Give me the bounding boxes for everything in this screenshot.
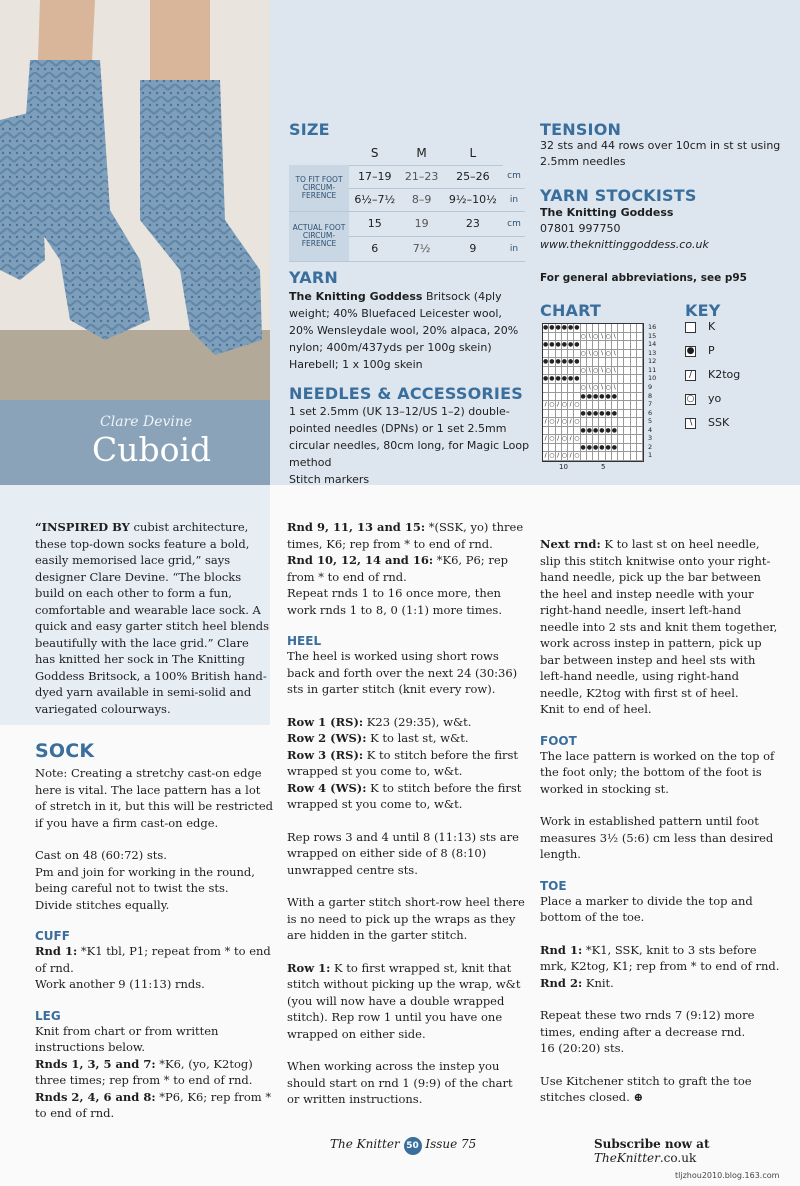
unit-in: in xyxy=(503,188,525,211)
chart-cell: ● xyxy=(580,443,586,451)
toe-graft: Use Kitchener stitch to graft the toe stitches closed. xyxy=(540,1073,752,1104)
chart-cell: ∖ xyxy=(599,366,604,374)
end-mark-icon: ⊕ xyxy=(633,1090,644,1104)
chart-cell: ∖ xyxy=(587,383,592,391)
chart-cell: ∖ xyxy=(599,332,604,340)
chart-row-number: 4 xyxy=(648,425,653,434)
sock-photo xyxy=(0,0,270,400)
chart-cell: ∖ xyxy=(587,332,592,340)
chart-cell: ○ xyxy=(593,366,599,374)
designer-name: Clare Devine xyxy=(100,414,193,430)
size-m: M xyxy=(400,142,442,165)
unit-cm: cm xyxy=(503,211,525,236)
foot-heading: FOOT xyxy=(540,733,577,748)
actual-cm-s: 15 xyxy=(349,211,400,236)
heel-next: K to last st on heel needle, slip this stitch knitwise onto your right-hand needle, pick up the bar between the heel and instep needle with your right-hand needle, insert left-hand needle into 2 sts and knit them together, work across instep in pattern, pick up bar between instep and heel sts with left-hand needle, using right-hand needle, K2tog with first st of heel. xyxy=(540,537,778,700)
chart-cell: ○ xyxy=(574,418,580,426)
leg-r10-label: Rnd 10, 12, 14 and 16: xyxy=(287,553,434,567)
chart-cell: ● xyxy=(593,443,599,451)
heel-instep: When working across the instep you should start on rnd 1 (9:9) of the chart or written instructions. xyxy=(287,1059,513,1106)
chart-cell: ∕ xyxy=(543,401,549,410)
subscribe-site[interactable]: TheKnitter xyxy=(594,1151,660,1165)
chart-cell: ● xyxy=(611,392,617,400)
chart-cell: ● xyxy=(574,341,580,349)
chart-cell: ● xyxy=(555,324,561,331)
chart-cell: ∕ xyxy=(543,452,549,461)
actual-in-l: 9 xyxy=(443,236,503,261)
chart-cell xyxy=(637,384,643,393)
key-label: P xyxy=(708,344,715,357)
chart-cell: ∕ xyxy=(543,435,549,444)
heel-knit-end: Knit to end of heel. xyxy=(540,702,652,716)
chart-cell: ● xyxy=(611,409,617,417)
leg-heading: LEG xyxy=(35,1008,61,1023)
chart-cell: ∖ xyxy=(612,366,617,374)
toe-heading: TOE xyxy=(540,878,567,893)
toe-sts: 16 (20:20) sts. xyxy=(540,1041,625,1055)
chart-cell: ∕ xyxy=(568,418,574,427)
leg-r2: *P6, K6; rep from * to end of rnd. xyxy=(35,1089,272,1120)
leg-r10: *K6, P6; rep from * to end of rnd. xyxy=(287,553,508,584)
chart-cell: ● xyxy=(561,358,567,366)
leg-r9: *(SSK, yo) three times, K6; rep from * to end of rnd. xyxy=(287,520,524,551)
chart-cell: ∖ xyxy=(612,383,617,391)
stockists-heading: YARN STOCKISTS xyxy=(540,186,697,205)
chart-cell: ● xyxy=(568,324,574,331)
chart-row-number: 11 xyxy=(648,365,657,374)
chart-cell: ● xyxy=(543,358,549,366)
chart-cell: ○ xyxy=(605,366,611,374)
heel-row1: K23 (29:35), w&t. xyxy=(363,714,472,729)
chart-col-5: 5 xyxy=(601,463,606,471)
chart-cell xyxy=(637,427,643,436)
subscribe-site-tld: .co.uk xyxy=(659,1151,697,1165)
leg-r1-label: Rnds 1, 3, 5 and 7: xyxy=(35,1056,156,1071)
chart-cell xyxy=(637,410,643,419)
chart-row-number: 13 xyxy=(648,348,657,357)
chart-cell: ● xyxy=(543,375,549,383)
chart-cell: ● xyxy=(593,392,599,400)
chart-row-number: 1 xyxy=(648,451,653,460)
chart-cell: ○ xyxy=(593,383,599,391)
chart-row-number: 12 xyxy=(648,357,657,366)
chart-row-number: 9 xyxy=(648,382,653,391)
chart-cell: ● xyxy=(599,392,605,400)
chart-cell: ● xyxy=(605,426,611,434)
sock-heading: SOCK xyxy=(35,740,95,762)
toe-rnd1-label: Rnd 1: xyxy=(540,942,583,957)
size-heading: SIZE xyxy=(289,120,330,139)
foot-in-m: 8–9 xyxy=(400,188,442,211)
key-symbol-p-icon: ● xyxy=(686,346,695,356)
chart-cell: ● xyxy=(574,375,580,383)
cuff-rnd1-label: Rnd 1: xyxy=(35,944,78,958)
heel-row3-label: Row 3 (RS): xyxy=(287,747,364,762)
title-band xyxy=(0,400,270,485)
chart-cell: ● xyxy=(599,426,605,434)
toe-rnd2: Knit. xyxy=(582,975,614,990)
column-1 xyxy=(35,740,275,1122)
chart-cell: ∕ xyxy=(556,435,562,444)
chart-cell xyxy=(637,350,643,359)
heel-row2-label: Row 2 (WS): xyxy=(287,731,367,745)
chart-cell: ● xyxy=(568,375,574,383)
chart-cell: ○ xyxy=(561,401,567,409)
heel-r1b: K to first wrapped st, knit that stitch without picking up the wrap, w&t (you will now have a double wrapped stitch). Rep row 1 until you have one wrapped on either side. xyxy=(287,960,521,1041)
chart-cell xyxy=(637,435,643,444)
tension-text: 32 sts and 44 rows over 10cm in st st using 2.5mm needles xyxy=(540,139,781,168)
chart-cell: ● xyxy=(580,409,586,417)
needles-extra: Stitch markers xyxy=(289,473,370,486)
chart-cell xyxy=(637,324,643,333)
chart-cell: ● xyxy=(574,358,580,366)
actual-cm-m: 19 xyxy=(400,211,442,236)
heel-row4-label: Row 4 (WS): xyxy=(287,780,367,795)
chart-cell: ∖ xyxy=(599,349,604,357)
chart-cell: ∖ xyxy=(612,332,617,340)
chart-cell: ∕ xyxy=(543,418,549,427)
actual-cm-l: 23 xyxy=(443,211,503,236)
footer-issue: Issue 75 xyxy=(425,1137,477,1151)
heel-intro: The heel is worked using short rows back and forth over the next 24 (30:36) sts in garter stitch (knit every row). xyxy=(287,649,518,696)
sock-divide: Divide stitches equally. xyxy=(35,897,170,912)
chart-cell: ∕ xyxy=(568,452,574,461)
heel-row3: K to stitch before the first wrapped st you come to, w&t. xyxy=(287,747,519,778)
leg-intro: Knit from chart or from written instructions below. xyxy=(35,1023,219,1054)
chart-cell: ● xyxy=(574,324,580,331)
cuff-rnd1: *K1 tbl, P1; repeat from * to end of rnd. xyxy=(35,944,271,975)
chart-cell: ∖ xyxy=(587,366,592,374)
leg-r2-label: Rnds 2, 4, 6 and 8: xyxy=(35,1089,156,1104)
watermark: tljzhou2010.blog.163.com xyxy=(675,1171,780,1180)
chart-cell: ○ xyxy=(574,435,580,443)
chart-cell: ● xyxy=(599,443,605,451)
sock-note: Note: Creating a stretchy cast-on edge here is vital. The lace pattern has a lot of stretch in it, but this will be restricted if you have a firm cast-on edge. xyxy=(35,766,274,830)
cuff-work: Work another 9 (11:13) rnds. xyxy=(35,977,205,991)
chart-cell: ○ xyxy=(593,332,599,340)
key-symbol-yo-icon: ○ xyxy=(686,394,695,404)
chart-cell: ● xyxy=(611,426,617,434)
foot-intro: The lace pattern is worked on the top of the foot only; the bottom of the foot is worked in stocking st. xyxy=(540,748,775,796)
chart-col-10: 10 xyxy=(559,463,568,471)
chart-cell xyxy=(637,418,643,427)
sock-join: Pm and join for working in the round, being careful not to twist the sts. xyxy=(35,864,255,895)
chart-cell: ○ xyxy=(561,452,567,460)
heel-row1-label: Row 1 (RS): xyxy=(287,714,364,729)
yarn-brand: The Knitting Goddess xyxy=(289,290,423,303)
chart-cell: ● xyxy=(555,375,561,383)
chart-cell: ○ xyxy=(605,332,611,340)
chart-cell: ∕ xyxy=(556,418,562,427)
yarn-colour: Harebell; 1 x 100g skein xyxy=(289,358,423,371)
chart-cell: ○ xyxy=(574,452,580,460)
chart-cell: ● xyxy=(586,426,592,434)
chart-cell: ○ xyxy=(593,349,599,357)
tension-heading: TENSION xyxy=(540,120,622,139)
chart-cell: ○ xyxy=(549,435,555,443)
chart-cell: ∕ xyxy=(556,452,562,461)
chart-row-number: 5 xyxy=(648,417,653,426)
chart-cell: ● xyxy=(568,358,574,366)
chart-cell: ● xyxy=(599,409,605,417)
chart-cell: ● xyxy=(555,358,561,366)
leg-r1: *K6, (yo, K2tog) three times; rep from * to end of rnd. xyxy=(35,1056,253,1087)
chart-row-number: 6 xyxy=(648,408,653,417)
pattern-title: Cuboid xyxy=(92,430,212,469)
chart-cell xyxy=(637,393,643,402)
heel-r1b-label: Row 1: xyxy=(287,960,331,975)
intro-text xyxy=(35,519,270,717)
chart-cell: ● xyxy=(555,341,561,349)
column-3 xyxy=(540,536,780,1106)
chart-cell: ○ xyxy=(549,418,555,426)
foot-in-s: 6½–7½ xyxy=(349,188,400,211)
footer-subscribe xyxy=(594,1137,800,1165)
chart-cell xyxy=(637,367,643,376)
chart-cell: ∖ xyxy=(612,349,617,357)
chart-cell: ○ xyxy=(549,452,555,460)
chart-cell: ∖ xyxy=(587,349,592,357)
chart-cell: ● xyxy=(593,409,599,417)
chart-cell: ● xyxy=(586,392,592,400)
chart-cell: ○ xyxy=(605,383,611,391)
chart-row-number: 10 xyxy=(648,374,657,383)
heel-next-label: Next rnd: xyxy=(540,537,601,551)
footer-magazine-name: The Knitter xyxy=(330,1137,400,1151)
chart-cell: ● xyxy=(543,341,549,349)
key-symbol-k-icon xyxy=(685,322,696,333)
foot-cm-l: 25–26 xyxy=(443,165,503,188)
column-2 xyxy=(287,519,527,1108)
stockist-name: The Knitting Goddess xyxy=(540,206,674,219)
chart-row-number: 8 xyxy=(648,391,653,400)
yarn-heading: YARN xyxy=(289,268,338,287)
leg-repeat: Repeat rnds 1 to 16 once more, then work rnds 1 to 8, 0 (1:1) more times. xyxy=(287,586,502,617)
unit-cm: cm xyxy=(503,165,525,188)
intro-lead: “INSPIRED BY xyxy=(35,520,130,534)
chart-cell: ∖ xyxy=(599,383,604,391)
chart-row-number: 7 xyxy=(648,400,653,409)
footer-magazine xyxy=(330,1137,476,1155)
chart-row-number: 3 xyxy=(648,434,653,443)
chart-cell: ● xyxy=(561,375,567,383)
chart-cell: ○ xyxy=(561,435,567,443)
toe-repeat: Repeat these two rnds 7 (9:12) more times, ending after a decrease rnd. xyxy=(540,1008,755,1039)
chart-cell: ● xyxy=(580,426,586,434)
chart-cell: ○ xyxy=(580,383,586,391)
cuff-heading: CUFF xyxy=(35,929,70,943)
chart-cell: ● xyxy=(568,341,574,349)
sock-cast-on: Cast on 48 (60:72) sts. xyxy=(35,848,167,862)
key-label: SSK xyxy=(708,416,730,429)
yarn-description xyxy=(289,288,524,373)
chart-cell: ● xyxy=(561,341,567,349)
size-s: S xyxy=(349,142,400,165)
chart-cell: ○ xyxy=(574,401,580,409)
foot-cm-s: 17–19 xyxy=(349,165,400,188)
key-symbol-k2tog-icon: ∕ xyxy=(685,370,696,381)
chart-cell xyxy=(637,401,643,410)
key-symbol-ssk-icon: ∖ xyxy=(685,418,696,429)
chart-cell: ○ xyxy=(549,401,555,409)
size-l: L xyxy=(443,142,503,165)
chart-cell: ● xyxy=(605,443,611,451)
subscribe-text: Subscribe now at xyxy=(594,1137,710,1151)
heel-rep: Rep rows 3 and 4 until 8 (11:13) sts are wrapped on either side of 8 (8:10) unwrapped centre sts. xyxy=(287,829,519,877)
stitch-chart xyxy=(542,323,644,462)
needles-text: 1 set 2.5mm (UK 13–12/US 1–2) double-pointed needles (DPNs) or 1 set 2.5mm circular needles, 80cm long, for Magic Loop method xyxy=(289,405,530,469)
chart-cell: ● xyxy=(549,358,555,366)
size-table xyxy=(289,142,525,262)
chart-row-number: 16 xyxy=(648,323,657,331)
key-heading: KEY xyxy=(685,301,721,320)
chart-cell xyxy=(637,358,643,367)
key-label: yo xyxy=(708,392,722,405)
heel-row2: K to last st, w&t. xyxy=(366,731,469,745)
toe-intro: Place a marker to divide the top and bottom of the toe. xyxy=(540,893,753,924)
chart-cell: ● xyxy=(611,443,617,451)
chart-cell: ● xyxy=(549,324,555,331)
heel-row4: K to stitch before the first wrapped st you come to, w&t. xyxy=(287,780,522,811)
chart-cell: ● xyxy=(593,426,599,434)
chart-cell: ● xyxy=(549,341,555,349)
chart-row-number: 14 xyxy=(648,340,657,349)
socks-illustration xyxy=(0,0,270,400)
yarn-spec: Britsock (4ply weight; 40% Bluefaced Leicester wool, 20% Wensleydale wool, 20% alpaca, 20% nylon; 400m/437yds per 100g skein) xyxy=(289,290,519,354)
chart-cell: ○ xyxy=(561,418,567,426)
intro-body: cubist architecture, these top-down socks feature a bold, easily memorised lace grid,” says designer Clare Devine. “The blocks build on each other to form a fun, comfortable and wearable lace sock. A quick and easy garter stitch heel blends beautifully with the lace grid.” Clare has knitted her sock in The Knitting Goddess Britsock, a 100% British hand-dyed yarn available in semi-solid and variegated colourways. xyxy=(35,520,269,716)
chart-cell: ● xyxy=(561,324,567,331)
chart-cell: ○ xyxy=(580,332,586,340)
needles-description xyxy=(289,403,534,488)
toe-rnd1: *K1, SSK, knit to 3 sts before mrk, K2tog, K1; rep from * to end of rnd. xyxy=(540,942,780,973)
chart-cell xyxy=(637,444,643,453)
chart-cell: ∕ xyxy=(556,401,562,410)
foot-cm-m: 21–23 xyxy=(400,165,442,188)
chart-cell xyxy=(637,375,643,384)
chart-cell: ● xyxy=(549,375,555,383)
heel-heading: HEEL xyxy=(287,634,322,648)
chart-row-number: 15 xyxy=(648,331,657,340)
chart-cell: ● xyxy=(605,409,611,417)
chart-cell xyxy=(637,341,643,350)
actual-circumference-label: ACTUAL FOOT CIRCUM-FERENCE xyxy=(289,211,349,261)
foot-circumference-label: TO FIT FOOT CIRCUM-FERENCE xyxy=(289,165,349,211)
key-label: K2tog xyxy=(708,368,741,381)
actual-in-m: 7½ xyxy=(400,236,442,261)
chart-cell: ○ xyxy=(605,349,611,357)
chart-cell: ○ xyxy=(580,366,586,374)
page-number: 50 xyxy=(404,1137,422,1155)
chart-cell: ○ xyxy=(580,349,586,357)
key-label: K xyxy=(708,320,716,333)
chart-row-number: 2 xyxy=(648,442,653,451)
abbreviations-note: For general abbreviations, see p95 xyxy=(540,272,747,284)
chart-cell: ● xyxy=(605,392,611,400)
chart-cell: ● xyxy=(586,409,592,417)
stockist-phone: 07801 997750 xyxy=(540,222,621,235)
foot-work: Work in established pattern until foot measures 3½ (5:6) cm less than desired length. xyxy=(540,814,774,861)
chart-cell xyxy=(637,333,643,342)
leg-r9-label: Rnd 9, 11, 13 and 15: xyxy=(287,520,426,534)
chart-cell: ● xyxy=(580,392,586,400)
unit-in: in xyxy=(503,236,525,261)
chart-heading: CHART xyxy=(540,301,602,320)
chart-cell: ∕ xyxy=(568,401,574,410)
foot-in-l: 9½–10½ xyxy=(443,188,503,211)
stockist-website[interactable]: www.theknittinggoddess.co.uk xyxy=(540,238,709,251)
chart-cell: ∕ xyxy=(568,435,574,444)
toe-rnd2-label: Rnd 2: xyxy=(540,975,583,990)
stockists-details xyxy=(540,205,785,253)
chart-cell: ● xyxy=(543,324,549,331)
needles-heading: NEEDLES & ACCESSORIES xyxy=(289,384,523,403)
heel-garter: With a garter stitch short-row heel there is no need to pick up the wraps as they are hidden in the garter stitch. xyxy=(287,895,525,942)
actual-in-s: 6 xyxy=(349,236,400,261)
chart-cell xyxy=(637,452,643,461)
chart-cell: ● xyxy=(586,443,592,451)
